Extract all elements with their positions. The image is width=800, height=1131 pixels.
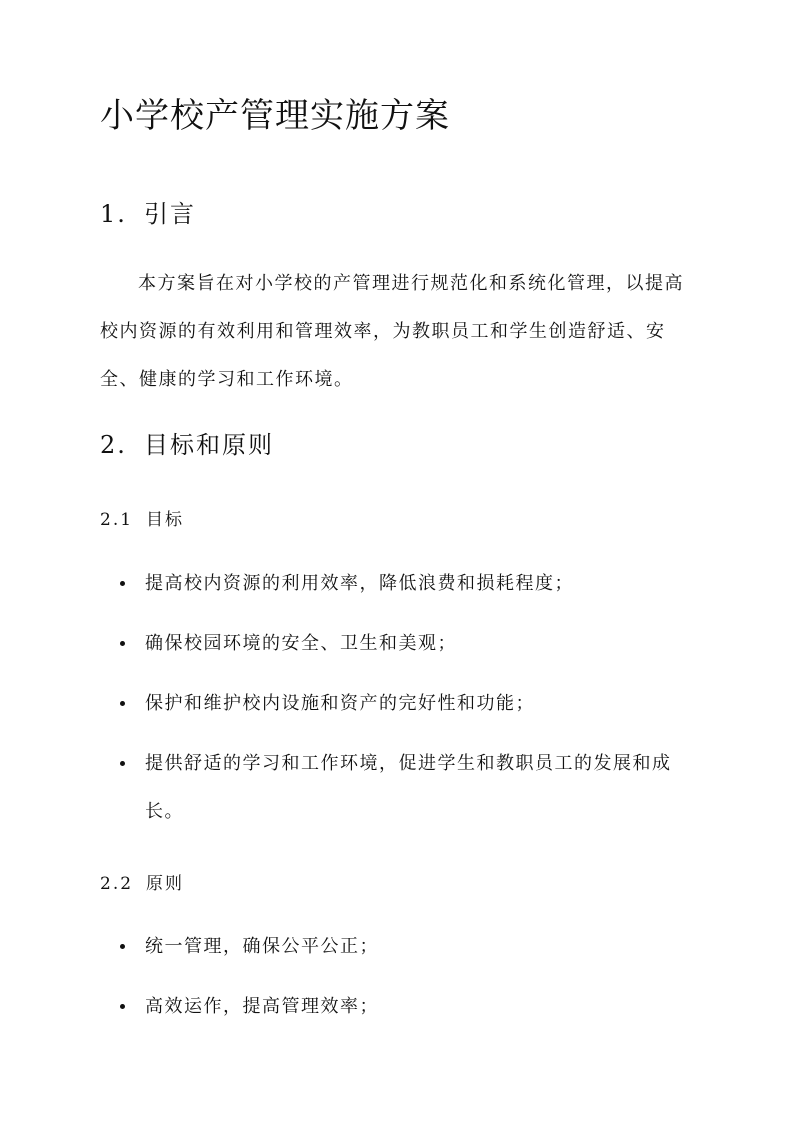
section-number: 1. — [100, 200, 127, 228]
list-item-text: 提高校内资源的利用效率，降低浪费和损耗程度； — [145, 573, 574, 594]
section-number: 2. — [100, 431, 127, 459]
list-item-text: 确保校园环境的安全、卫生和美观； — [145, 633, 457, 654]
goals-list — [100, 560, 700, 848]
bullet-icon — [120, 701, 125, 706]
section-title: 目标和原则 — [144, 431, 274, 459]
section-title: 引言 — [144, 200, 196, 228]
list-item-text: 保护和维护校内设施和资产的完好性和功能； — [145, 693, 535, 714]
section-heading-goals-principles — [100, 428, 274, 462]
intro-paragraph — [100, 260, 700, 404]
subsection-title: 原则 — [146, 874, 184, 894]
bullet-icon — [120, 761, 125, 766]
list-item-text: 提供舒适的学习和工作环境，促进学生和教职员工的发展和成长。 — [145, 753, 672, 822]
intro-paragraph-text: 本方案旨在对小学校的产管理进行规范化和系统化管理，以提高校内资源的有效利用和管理效率，为教职员工和学生创造舒适、安全、健康的学习和工作环境。 — [100, 273, 684, 390]
bullet-icon — [120, 581, 125, 586]
bullet-icon — [120, 1004, 125, 1009]
list-item-text: 高效运作，提高管理效率； — [145, 996, 379, 1017]
list-item — [100, 923, 700, 971]
list-item — [100, 620, 700, 668]
subsection-heading-principles — [100, 871, 184, 897]
document-title: 小学校产管理实施方案 — [100, 96, 450, 136]
bullet-icon — [120, 944, 125, 949]
list-item — [100, 680, 700, 728]
list-item — [100, 983, 700, 1031]
bullet-icon — [120, 641, 125, 646]
subsection-heading-goals — [100, 507, 184, 533]
subsection-title: 目标 — [146, 510, 184, 530]
section-heading-intro — [100, 197, 196, 231]
subsection-number: 2.1 — [100, 510, 134, 530]
list-item-text: 统一管理，确保公平公正； — [145, 936, 379, 957]
principles-list — [100, 923, 700, 1043]
list-item — [100, 740, 700, 836]
subsection-number: 2.2 — [100, 874, 134, 894]
list-item — [100, 560, 700, 608]
